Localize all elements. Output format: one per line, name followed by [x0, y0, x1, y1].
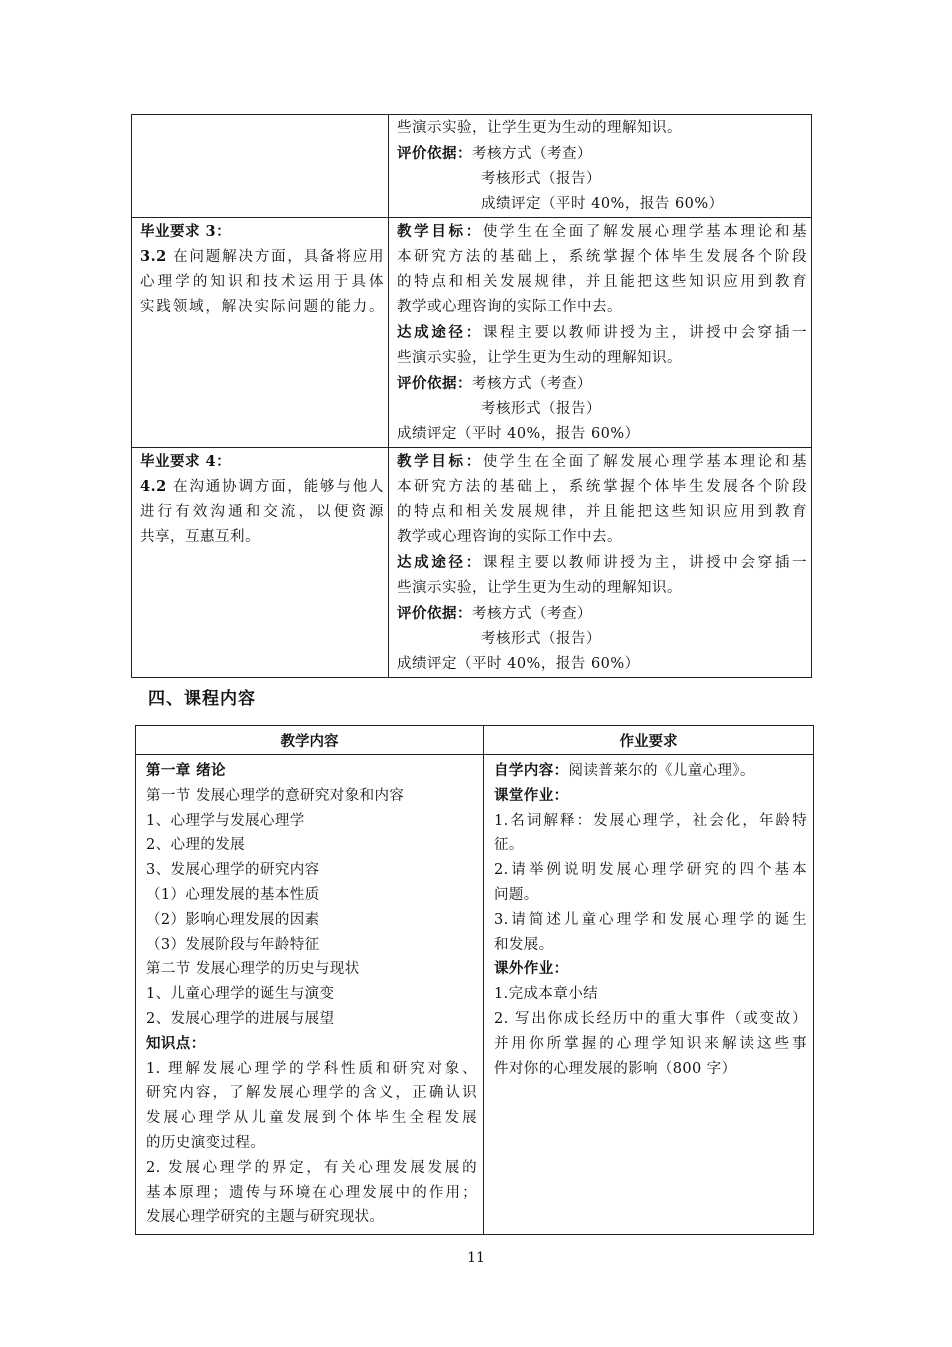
eval-method: 考核方式（考查）	[472, 146, 592, 162]
requirement-number: 3.2	[140, 248, 167, 265]
text-fragment: 课程主要以教师讲授为主，讲授中会穿插一	[482, 325, 808, 341]
self-study-label: 自学内容：	[494, 762, 569, 779]
text-line: 进行有效沟通和交流，以便资源	[140, 504, 384, 520]
list-item: （2）影响心理发展的因素	[146, 911, 320, 928]
homework-cell	[484, 755, 814, 1235]
text-fragment: 在沟通协调方面，能够与他人	[173, 479, 385, 495]
course-content-table	[135, 725, 814, 1235]
table-header-row	[136, 726, 814, 755]
path-label: 达成途径：	[397, 554, 483, 571]
text-line: 本研究方法的基础上，系统掌握个体毕生发展各个阶段	[397, 479, 807, 495]
page-number: 11	[467, 1250, 485, 1266]
class-homework-label: 课堂作业：	[494, 786, 569, 804]
list-item: 1、心理学与发展心理学	[146, 812, 305, 829]
text-line	[494, 759, 807, 784]
text-fragment: 阅读普莱尔的《儿童心理》。	[568, 763, 755, 779]
list-item: 第二节 发展心理学的历史与现状	[146, 961, 360, 978]
eval-label: 评价依据：	[397, 375, 472, 392]
text-line: 心理学的知识和技术运用于具体	[140, 274, 384, 290]
teaching-content-cell	[136, 755, 484, 1235]
text-line: 2.请举例说明发展心理学研究的四个基本	[494, 862, 807, 879]
requirement-title: 毕业要求 4：	[140, 453, 232, 470]
text-line: 发展心理学从儿童发展到个体毕生全程发展	[146, 1110, 477, 1127]
table-row	[132, 448, 812, 678]
list-item: （3）发展阶段与年龄特征	[146, 936, 320, 953]
list-item: 3、发展心理学的研究内容	[146, 862, 320, 879]
requirements-table	[131, 114, 812, 678]
text-line: 教学或心理咨询的实际工作中去。	[397, 529, 622, 545]
text-line: 些演示实验，让学生更为生动的理解知识。	[397, 580, 682, 596]
text-line	[140, 474, 384, 500]
text-line: 1.完成本章小结	[494, 986, 599, 1003]
method-cell	[389, 448, 812, 678]
text-line	[140, 244, 384, 270]
requirement-cell	[132, 218, 389, 448]
text-line: 研究内容，了解发展心理学的含义，正确认识	[146, 1085, 477, 1102]
eval-label: 评价依据：	[397, 605, 472, 622]
table-row	[132, 115, 812, 218]
goal-label: 教学目标：	[397, 223, 483, 240]
chapter-title: 第一章 绪论	[146, 762, 226, 779]
text-line: 的历史演变过程。	[146, 1134, 266, 1151]
path-label: 达成途径：	[397, 324, 483, 341]
eval-form: 考核形式（报告）	[481, 171, 601, 187]
text-fragment: 在问题解决方面，具备将应用	[173, 249, 385, 265]
text-line: 些演示实验，让学生更为生动的理解知识。	[397, 350, 682, 366]
list-item: （1）心理发展的基本性质	[146, 886, 320, 903]
grade-text: 成绩评定（平时 40%，报告 60%）	[397, 656, 640, 672]
text-line	[397, 550, 807, 576]
text-line: 3.请简述儿童心理学和发展心理学的诞生	[494, 911, 807, 928]
column-header-content: 教学内容	[136, 726, 484, 755]
extra-homework-label: 课外作业：	[494, 960, 569, 978]
goal-label: 教学目标：	[397, 453, 483, 470]
text-line: 1.名词解释：发展心理学，社会化，年龄特	[494, 812, 807, 829]
text-line: 的特点和相关发展规律，并且能把这些知识应用到教育	[397, 274, 807, 290]
list-item: 1、儿童心理学的诞生与演变	[146, 986, 335, 1003]
text-line: 征。	[494, 837, 524, 854]
requirement-cell	[132, 115, 389, 218]
text-line: 问题。	[494, 886, 539, 903]
text-line	[397, 219, 807, 245]
text-line: 1. 理解发展心理学的学科性质和研究对象、	[146, 1060, 477, 1077]
table-row	[136, 755, 814, 1235]
list-item: 第一节 发展心理学的意研究对象和内容	[146, 787, 405, 804]
text-fragment: 使学生在全面了解发展心理学基本理论和基	[482, 454, 808, 470]
eval-form: 考核形式（报告）	[481, 631, 601, 647]
text-line	[397, 601, 807, 627]
grade-text: 成绩评定（平时 40%，报告 60%）	[397, 426, 640, 442]
eval-method: 考核方式（考查）	[472, 606, 592, 622]
text-line: 教学或心理咨询的实际工作中去。	[397, 299, 622, 315]
text-line: 实践领域，解决实际问题的能力。	[140, 299, 384, 315]
text-fragment: 课程主要以教师讲授为主，讲授中会穿插一	[482, 555, 808, 571]
text-line	[397, 371, 807, 397]
requirement-cell	[132, 448, 389, 678]
eval-method: 考核方式（考查）	[472, 376, 592, 392]
text-line: 本研究方法的基础上，系统掌握个体毕生发展各个阶段	[397, 249, 807, 265]
text-line: 件对你的心理发展的影响（800 字）	[494, 1060, 737, 1077]
text-line: 发展心理学研究的主题与研究现状。	[146, 1209, 385, 1226]
text-line: 并用你所掌握的心理学知识来解读这些事	[494, 1035, 807, 1052]
column-header-homework: 作业要求	[484, 726, 814, 755]
method-cell	[389, 115, 812, 218]
text-line	[397, 141, 807, 167]
text-line: 些演示实验，让学生更为生动的理解知识。	[397, 120, 682, 136]
text-line	[397, 449, 807, 475]
text-line: 2. 写出你成长经历中的重大事件（或变故）	[494, 1010, 807, 1027]
knowledge-points-label: 知识点：	[146, 1034, 206, 1052]
section-title: 四、课程内容	[148, 689, 256, 709]
text-line: 基本原理；遗传与环境在心理发展中的作用；	[146, 1184, 477, 1201]
text-line	[397, 320, 807, 346]
requirement-title: 毕业要求 3：	[140, 223, 232, 240]
method-cell	[389, 218, 812, 448]
requirement-number: 4.2	[140, 478, 167, 495]
text-line: 和发展。	[494, 936, 554, 953]
table-row	[132, 218, 812, 448]
eval-form: 考核形式（报告）	[481, 401, 601, 417]
text-line: 共享，互惠互利。	[140, 529, 260, 545]
eval-label: 评价依据：	[397, 145, 472, 162]
text-fragment: 使学生在全面了解发展心理学基本理论和基	[482, 224, 808, 240]
list-item: 2、心理的发展	[146, 837, 246, 854]
text-line: 2. 发展心理学的界定，有关心理发展发展的	[146, 1159, 477, 1176]
list-item: 2、发展心理学的进展与展望	[146, 1010, 335, 1027]
grade-text: 成绩评定（平时 40%，报告 60%）	[481, 196, 724, 212]
text-line: 的特点和相关发展规律，并且能把这些知识应用到教育	[397, 504, 807, 520]
